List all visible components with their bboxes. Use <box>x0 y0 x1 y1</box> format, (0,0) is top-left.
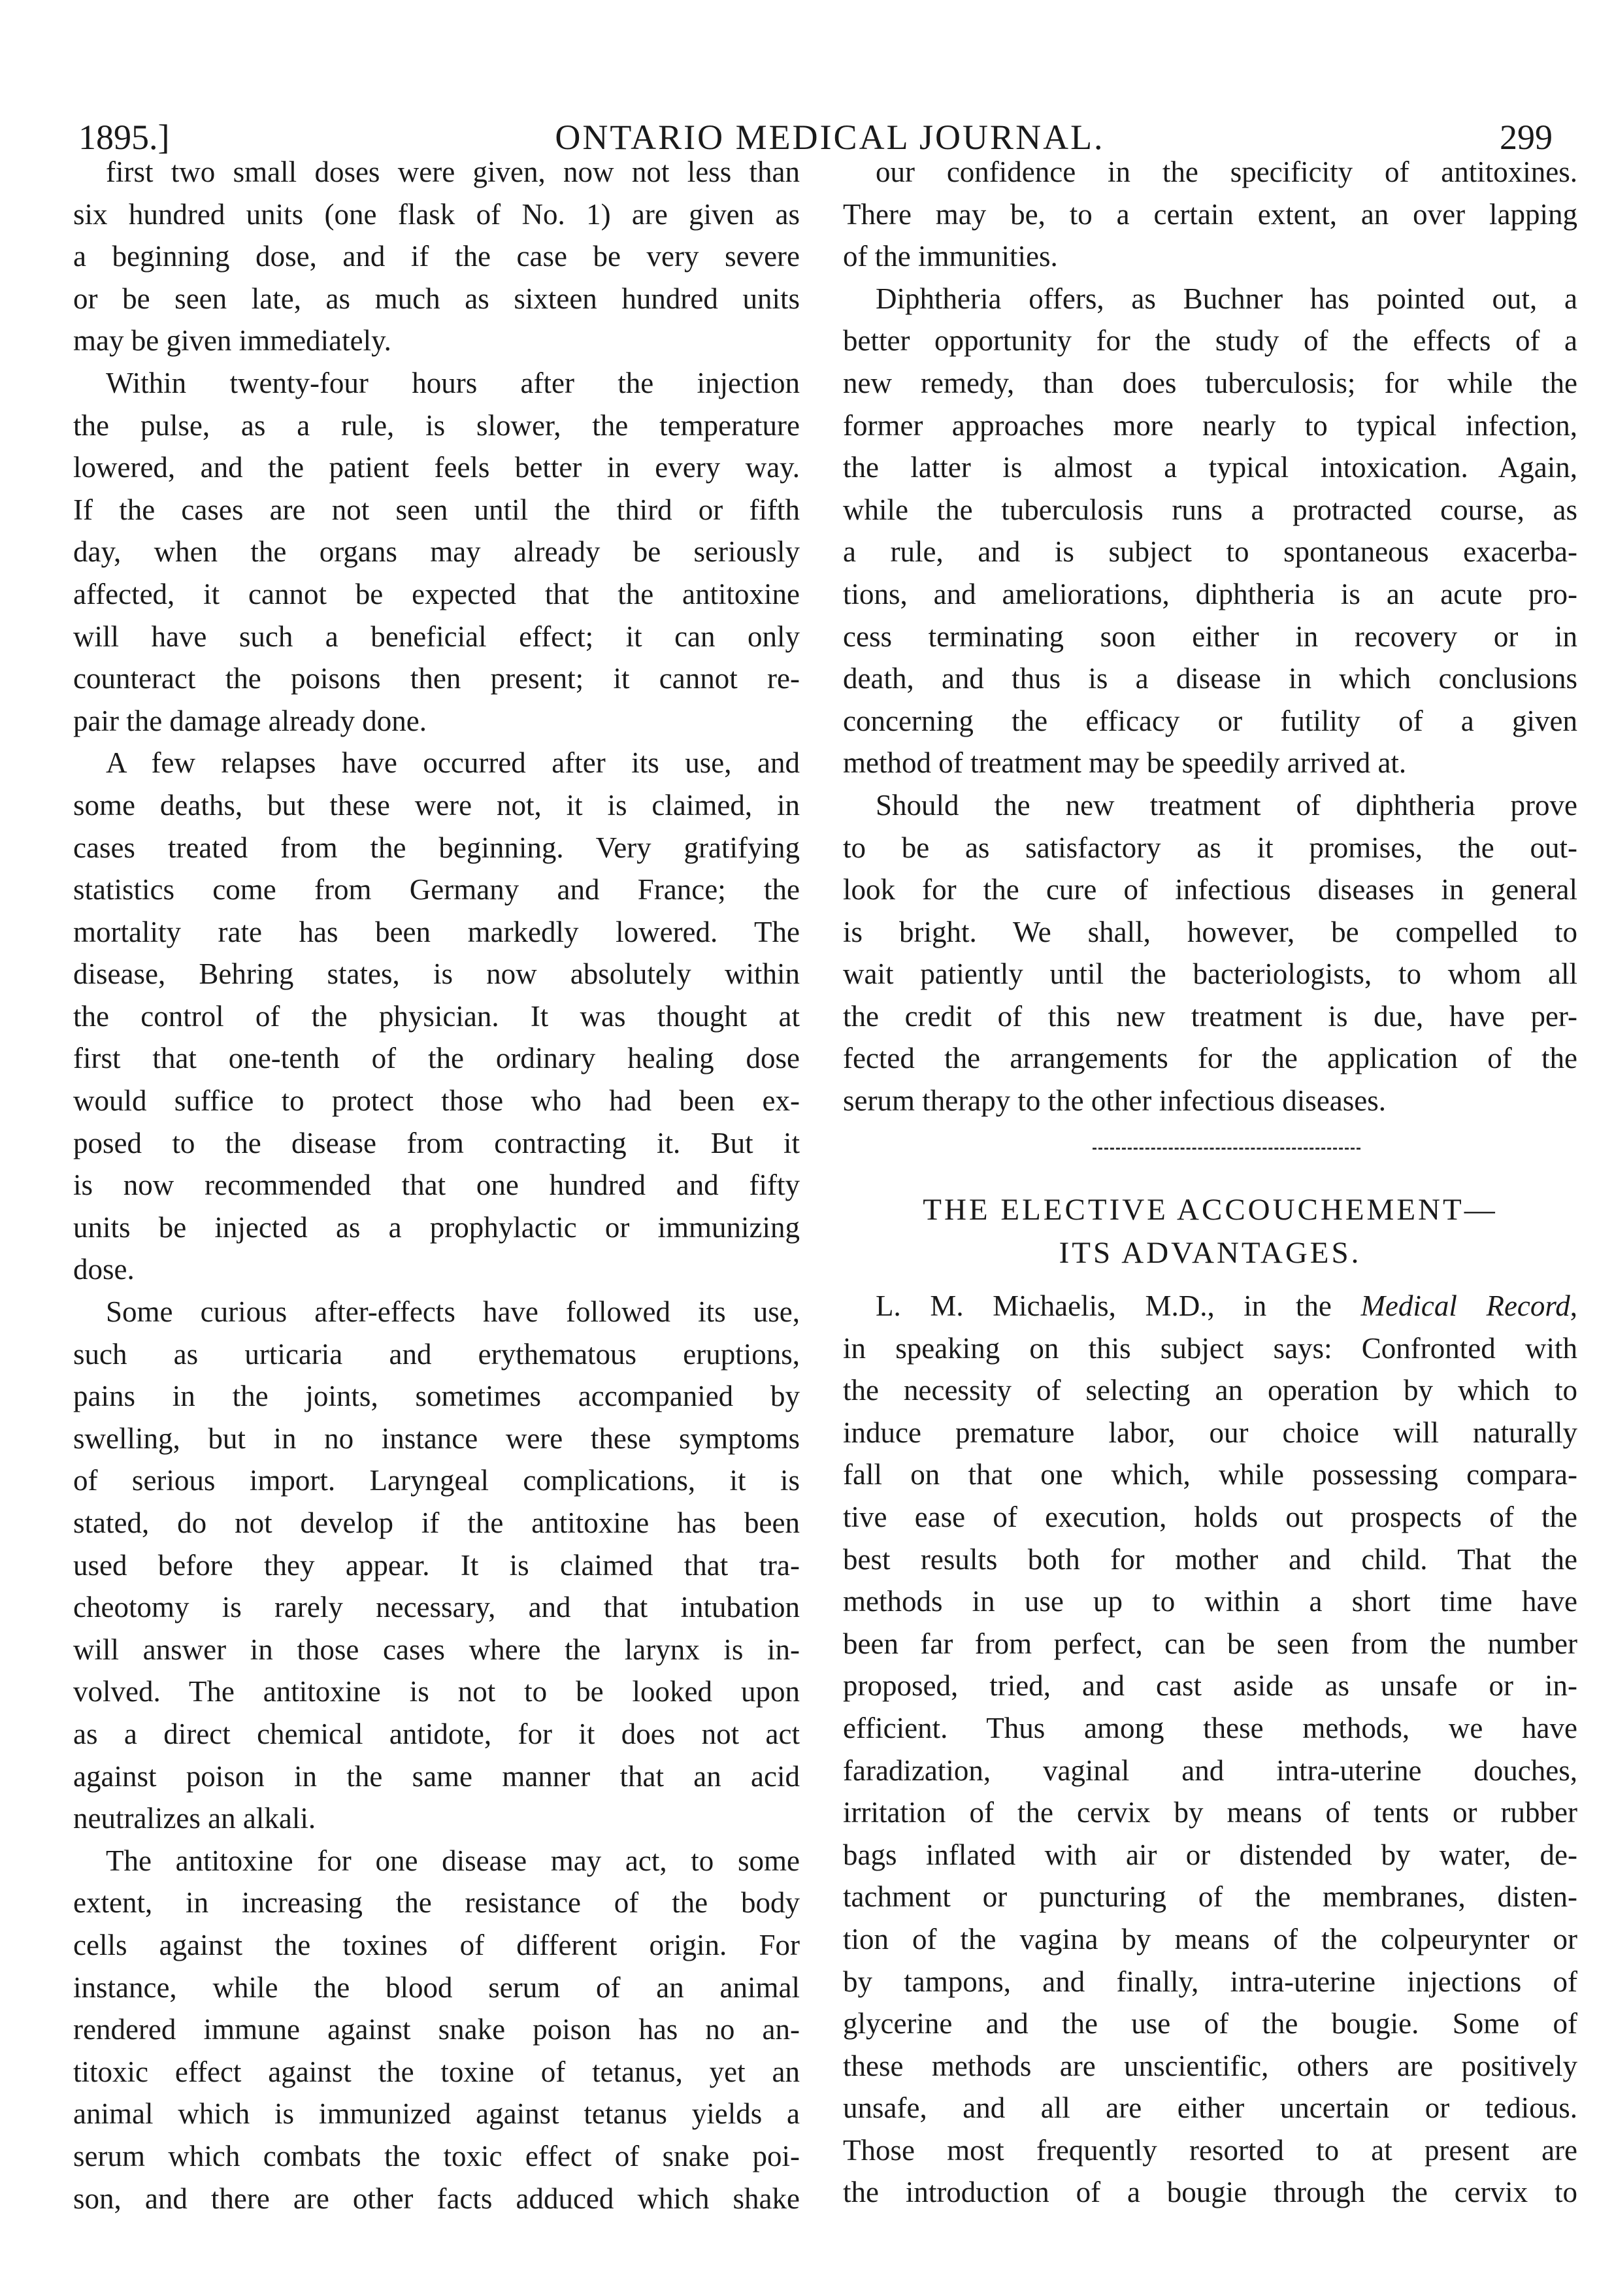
text-line: mortality rate has been markedly lowered. The <box>73 915 800 948</box>
section-separator <box>1093 1148 1360 1150</box>
text-line: cells against the toxines of different origin. For <box>73 1928 800 1961</box>
text-line: faradization, vaginal and intra-uterine douches, <box>843 1754 1577 1787</box>
text-line: the pulse, as a rule, is slower, the temperature <box>73 408 800 442</box>
text-line: proposed, tried, and cast aside as unsafe or in- <box>843 1669 1577 1703</box>
text-line: the necessity of selecting an operation by which to <box>843 1374 1577 1407</box>
text-line: The antitoxine for one disease may act, to some <box>106 1844 800 1877</box>
text-line: tive ease of execution, holds out prospects of the <box>843 1500 1577 1533</box>
text-line: A few relapses have occurred after its use, and <box>106 746 800 780</box>
text-line: bags inflated with air or distended by water, de- <box>843 1838 1577 1871</box>
text-line: as a direct chemical antidote, for it does not act <box>73 1717 800 1750</box>
paragraph <box>73 1840 800 2220</box>
text-line: Within twenty-four hours after the injection <box>106 366 800 399</box>
text-line: stated, do not develop if the antitoxine has been <box>73 1506 800 1539</box>
text-line: former approaches more nearly to typical infection, <box>843 408 1577 442</box>
text-line: son, and there are other facts adduced which shake <box>73 2182 800 2215</box>
text-line: efficient. Thus among these methods, we have <box>843 1711 1577 1744</box>
page-number: 299 <box>1500 118 1553 157</box>
text-line: these methods are unscientific, others are positively <box>843 2049 1577 2082</box>
article-heading-line-1: THE ELECTIVE ACCOUCHEMENT— <box>923 1193 1498 1227</box>
text-line: extent, in increasing the resistance of the body <box>73 1886 800 1920</box>
text-line: tion of the vagina by means of the colpeurynter or <box>843 1922 1577 1955</box>
text-line: pair the damage already done. <box>73 704 427 737</box>
text-line: in speaking on this subject says: Confronted with <box>843 1331 1577 1365</box>
paragraph <box>73 742 800 1291</box>
text-line: the control of the physician. It was thought at <box>73 999 800 1033</box>
text-line: If the cases are not seen until the third or fifth <box>73 493 800 526</box>
text-line: while the tuberculosis runs a protracted course, as <box>843 493 1577 526</box>
paragraph <box>843 278 1577 784</box>
text-line: Diphtheria offers, as Buchner has pointed out, a <box>876 282 1577 315</box>
paragraph <box>73 1291 800 1840</box>
text-line: induce premature labor, our choice will naturally <box>843 1416 1577 1449</box>
text-line: wait patiently until the bacteriologists, to whom all <box>843 957 1577 991</box>
text-line: dose. <box>73 1253 135 1286</box>
text-line: a beginning dose, and if the case be very severe <box>73 240 800 273</box>
text-line: been far from perfect, can be seen from the number <box>843 1627 1577 1660</box>
text-line: Those most frequently resorted to at present are <box>843 2133 1577 2167</box>
text-line: glycerine and the use of the bougie. Some of <box>843 2007 1577 2040</box>
text-line: swelling, but in no instance were these symptoms <box>73 1422 800 1455</box>
text-line: tachment or puncturing of the membranes, disten- <box>843 1880 1577 1914</box>
text-line: cases treated from the beginning. Very gratifying <box>73 831 800 864</box>
text-line: our confidence in the specificity of antitoxines. <box>876 156 1577 188</box>
left-column <box>73 151 800 2220</box>
text-line: six hundred units (one flask of No. 1) are given as <box>73 197 800 231</box>
text-line: titoxic effect against the toxine of tetanus, yet an <box>73 2055 800 2088</box>
text-line: the credit of this new treatment is due, have per- <box>843 999 1577 1033</box>
text-line: disease, Behring states, is now absolutely within <box>73 957 800 991</box>
text-line: instance, while the blood serum of an animal <box>73 1971 800 2004</box>
text-line: statistics come from Germany and France; the <box>73 873 800 907</box>
text-line: is now recommended that one hundred and fifty <box>73 1169 800 1202</box>
text-line: cess terminating soon either in recovery or in <box>843 620 1577 653</box>
text-line: some deaths, but these were not, it is claimed, in <box>73 788 800 822</box>
text-line: the introduction of a bougie through the cervix to <box>843 2176 1577 2209</box>
paragraph <box>73 151 800 362</box>
text-line: tions, and ameliorations, diphtheria is an acute pro- <box>843 577 1577 610</box>
text-line: is bright. We shall, however, be compelled to <box>843 915 1577 948</box>
text-line: would suffice to protect those who had been ex- <box>73 1084 800 1118</box>
text-line: of the immunities. <box>843 240 1058 273</box>
text-line: Some curious after-effects have followed its use, <box>106 1295 800 1329</box>
header-year: 1895.] <box>78 118 170 157</box>
journal-citation: Medical Record <box>1360 1289 1570 1322</box>
paragraph <box>843 1285 1577 2214</box>
text-line: unsafe, and all are either uncertain or tedious. <box>843 2091 1577 2125</box>
text-line: cheotomy is rarely necessary, and that intubation <box>73 1591 800 1624</box>
text-line: may be given immediately. <box>73 324 391 358</box>
journal-title: ONTARIO MEDICAL JOURNAL. <box>555 118 1105 157</box>
text-line: such as urticaria and erythematous eruptions, <box>73 1337 800 1371</box>
text-line: will answer in those cases where the larynx is in- <box>73 1633 800 1666</box>
right-column-top <box>843 151 1577 1122</box>
text-line: new remedy, than does tuberculosis; for while the <box>843 366 1577 399</box>
text-line: fall on that one which, while possessing compara- <box>843 1458 1577 1491</box>
text-line: best results both for mother and child. That the <box>843 1542 1577 1576</box>
text-line: posed to the disease from contracting it. But it <box>73 1126 800 1159</box>
text-line: against poison in the same manner that an acid <box>73 1759 800 1793</box>
text-line: first two small doses were given, now not less than <box>106 156 800 188</box>
text-line: Should the new treatment of diphtheria prove <box>876 788 1577 822</box>
text-line: serum therapy to the other infectious diseases. <box>843 1084 1387 1118</box>
text-line: first that one-tenth of the ordinary healing dose <box>73 1042 800 1075</box>
text-line: irritation of the cervix by means of tents or rubber <box>843 1796 1577 1829</box>
text-line: day, when the organs may already be seriously <box>73 535 800 569</box>
text-line: lowered, and the patient feels better in every way. <box>73 451 800 484</box>
text-line: methods in use up to within a short time have <box>843 1585 1577 1618</box>
text-line: fected the arrangements for the application of the <box>843 1042 1577 1075</box>
text-line: counteract the poisons then present; it cannot re- <box>73 662 800 695</box>
text-line: will have such a beneficial effect; it can only <box>73 620 800 653</box>
paragraph <box>73 362 800 742</box>
text-line: neutralizes an alkali. <box>73 1802 316 1835</box>
article-heading <box>843 1188 1577 1274</box>
text-line: units be injected as a prophylactic or immunizing <box>73 1210 800 1244</box>
text-line: rendered immune against snake poison has no an- <box>73 2013 800 2046</box>
text-line: to be as satisfactory as it promises, the out- <box>843 831 1577 864</box>
text-line: There may be, to a certain extent, an over lapping <box>843 197 1577 231</box>
text-line: look for the cure of infectious diseases in general <box>843 873 1577 907</box>
text-line: or be seen late, as much as sixteen hundred units <box>73 282 800 315</box>
text-line: pains in the joints, sometimes accompanied by <box>73 1380 800 1413</box>
right-column-article <box>843 1285 1577 2214</box>
text-line: by tampons, and finally, intra-uterine injections of <box>843 1965 1577 1998</box>
text-line: affected, it cannot be expected that the antitoxine <box>73 577 800 610</box>
text-line: L. M. Michaelis, M.D., in the Medical Record, <box>876 1289 1577 1322</box>
text-line: used before they appear. It is claimed that tra- <box>73 1548 800 1582</box>
text-line: of serious import. Laryngeal complications, it is <box>73 1464 800 1497</box>
text-line: animal which is immunized against tetanus yields a <box>73 2097 800 2131</box>
text-line: death, and thus is a disease in which conclusions <box>843 662 1577 695</box>
text-line: better opportunity for the study of the effects of a <box>843 324 1577 358</box>
text-line: the latter is almost a typical intoxication. Again, <box>843 451 1577 484</box>
article-heading-line-2: ITS ADVANTAGES. <box>1059 1236 1362 1270</box>
text-line: serum which combats the toxic effect of snake poi- <box>73 2139 800 2172</box>
text-line: method of treatment may be speedily arrived at. <box>843 746 1407 780</box>
paragraph <box>843 151 1577 278</box>
text-line: volved. The antitoxine is not to be looked upon <box>73 1675 800 1708</box>
paragraph <box>843 784 1577 1122</box>
text-line: a rule, and is subject to spontaneous exacerba- <box>843 535 1577 569</box>
text-line: concerning the efficacy or futility of a given <box>843 704 1577 737</box>
